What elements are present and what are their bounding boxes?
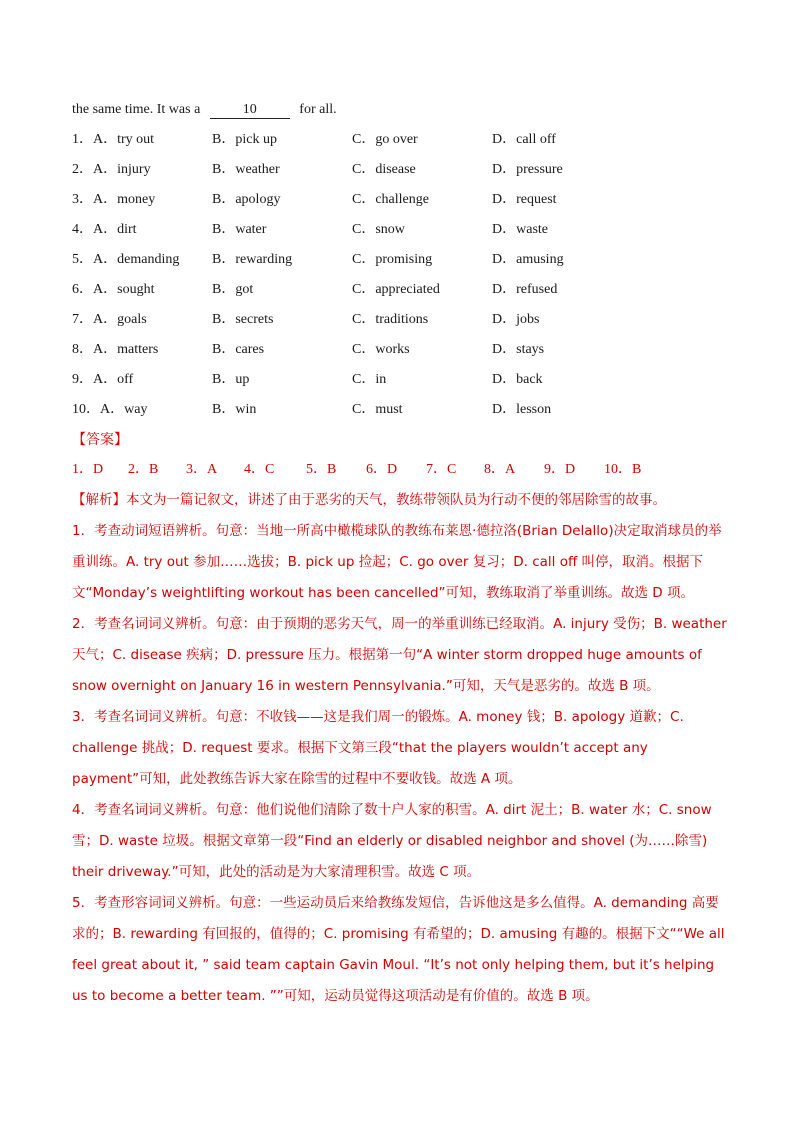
- answer-item: 2．B: [128, 462, 159, 477]
- option-d: D．stays: [492, 342, 545, 357]
- answer-item: 5．B: [306, 462, 337, 477]
- passage-text-before: the same time. It was a: [72, 102, 201, 117]
- document-page: [72, 95, 732, 1012]
- question-row: [72, 125, 732, 155]
- option-b: B．cares: [212, 342, 265, 357]
- analysis-summary: 【解析】本文为一篇记叙文，讲述了由于恶劣的天气，教练带领队员为行动不便的邻居除雪的故事。: [72, 492, 666, 508]
- option-c: C．snow: [352, 222, 405, 237]
- answer-item: 7．C: [426, 462, 457, 477]
- answer-item: 4．C: [244, 462, 275, 477]
- option-a: 5．A．demanding: [72, 252, 180, 267]
- option-a: 10．A．way: [72, 402, 148, 417]
- option-c: C．appreciated: [352, 282, 440, 297]
- option-a: 4．A．dirt: [72, 222, 137, 237]
- option-c: C．challenge: [352, 192, 429, 207]
- option-c: C．disease: [352, 162, 416, 177]
- answer-item: 8．A: [484, 462, 516, 477]
- option-b: B．got: [212, 282, 254, 297]
- analysis-item-2: 2．考查名词词义辨析。句意：由于预期的恶劣天气，周一的举重训练已经取消。A. injury 受伤；B. weather 天气；C. disease 疾病；D. pressure 压力。根据第一句“A winter storm dropped huge amounts of snow overnight on January 16 in western Pennsylvania.”可知，天气是恶劣的。故选 B 项。: [72, 616, 727, 694]
- answer-heading: 【答案】: [72, 432, 128, 448]
- option-a: 8．A．matters: [72, 342, 159, 357]
- analysis-item-5: 5．考查形容词词义辨析。句意：一些运动员后来给教练发短信，告诉他这是多么值得。A. demanding 高要求的；B. rewarding 有回报的，值得的；C. promising 有希望的；D. amusing 有趣的。根据下文““We all feel great about it, ” said team captain Gavin Moul. “It’s not only helping them, but it’s helping us to become a better team. ””可知，运动员觉得这项活动是有价值的。故选 B 项。: [72, 895, 725, 1004]
- option-d: D．amusing: [492, 252, 564, 267]
- analysis-item-1: 1．考查动词短语辨析。句意：当地一所高中橄榄球队的教练布莱恩·德拉洛(Brian Delallo)决定取消球员的举重训练。A. try out 参加……选拔；B. pick up 捡起；C. go over 复习；D. call off 叫停，取消。根据下文“Monday’s weightlifting workout has been cancelled”可知，教练取消了举重训练。故选 D 项。: [72, 523, 722, 601]
- question-row: [72, 305, 732, 335]
- analysis-item-3: 3．考查名词词义辨析。句意：不收钱——这是我们周一的锻炼。A. money 钱；B. apology 道歉；C. challenge 挑战；D. request 要求。根据下文第三段“that the players wouldn’t accept any payment”可知，此处教练告诉大家在除雪的过程中不要收钱。故选 A 项。: [72, 709, 684, 787]
- option-c: C．promising: [352, 252, 433, 267]
- option-a: 3．A．money: [72, 192, 156, 207]
- blank-10: 10: [210, 102, 290, 119]
- option-a: 9．A．off: [72, 372, 134, 387]
- option-a: 1．A．try out: [72, 132, 155, 147]
- option-d: D．back: [492, 372, 543, 387]
- option-b: B．weather: [212, 162, 280, 177]
- option-a: 6．A．sought: [72, 282, 155, 297]
- passage-fragment: [72, 95, 732, 125]
- question-row: [72, 275, 732, 305]
- analysis-section: [72, 485, 732, 1012]
- passage-text-after: for all.: [299, 102, 337, 117]
- option-b: B．water: [212, 222, 267, 237]
- option-b: B．win: [212, 402, 257, 417]
- option-d: D．pressure: [492, 162, 563, 177]
- answer-item: 10．B: [604, 462, 642, 477]
- question-row: [72, 335, 732, 365]
- option-c: C．traditions: [352, 312, 429, 327]
- option-a: 7．A．goals: [72, 312, 147, 327]
- question-row: [72, 155, 732, 185]
- answer-item: 9．D: [544, 462, 576, 477]
- answer-item: 3．A: [186, 462, 218, 477]
- question-row: [72, 395, 732, 425]
- answer-item: 1．D: [72, 462, 104, 477]
- option-d: D．call off: [492, 132, 556, 147]
- question-row: [72, 245, 732, 275]
- option-c: C．must: [352, 402, 403, 417]
- option-b: B．pick up: [212, 132, 277, 147]
- option-d: D．request: [492, 192, 557, 207]
- answer-item: 6．D: [366, 462, 398, 477]
- question-row: [72, 215, 732, 245]
- option-d: D．jobs: [492, 312, 540, 327]
- option-b: B．rewarding: [212, 252, 293, 267]
- option-d: D．lesson: [492, 402, 552, 417]
- answer-key-row: [72, 455, 732, 485]
- analysis-item-4: 4．考查名词词义辨析。句意：他们说他们清除了数十户人家的积雪。A. dirt 泥土；B. water 水；C. snow 雪；D. waste 垃圾。根据文章第一段“Find an elderly or disabled neighbor and shovel (为……除雪) their driveway.”可知，此处的活动是为大家清理积雪。故选 C 项。: [72, 802, 712, 880]
- option-d: D．waste: [492, 222, 549, 237]
- option-d: D．refused: [492, 282, 558, 297]
- question-row: [72, 185, 732, 215]
- question-list: [72, 125, 732, 425]
- option-b: B．secrets: [212, 312, 274, 327]
- question-row: [72, 365, 732, 395]
- option-b: B．up: [212, 372, 250, 387]
- option-c: C．go over: [352, 132, 418, 147]
- option-c: C．works: [352, 342, 410, 357]
- option-c: C．in: [352, 372, 387, 387]
- option-b: B．apology: [212, 192, 281, 207]
- option-a: 2．A．injury: [72, 162, 151, 177]
